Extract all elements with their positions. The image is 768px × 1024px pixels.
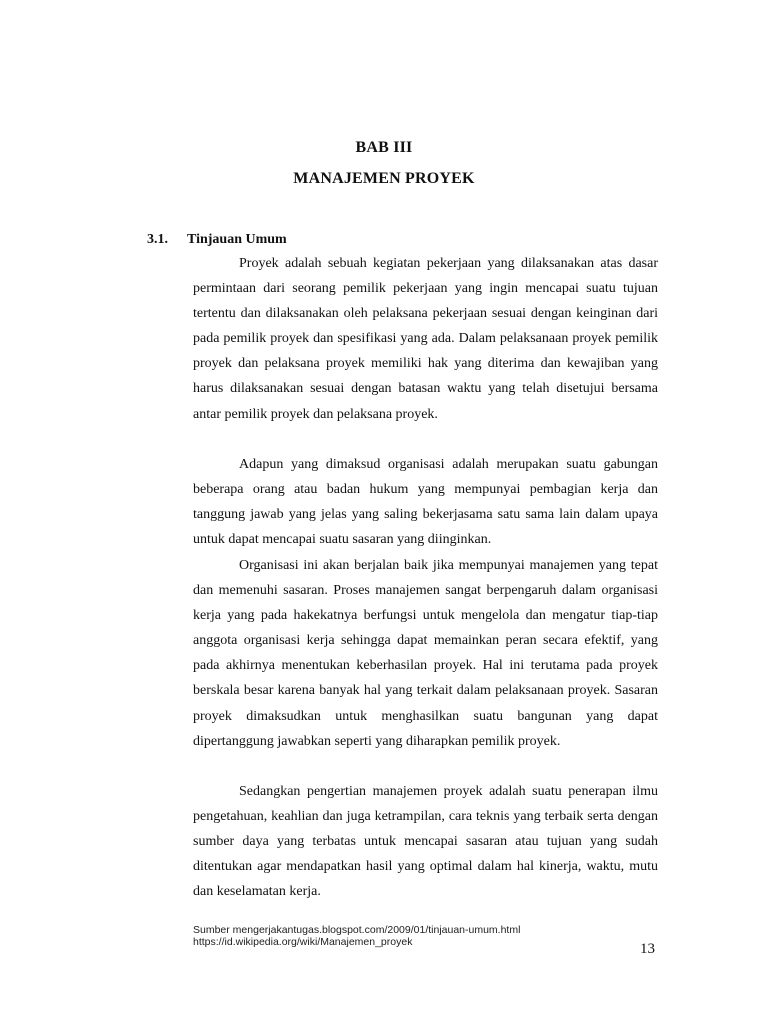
footnote-source-blog: Sumber mengerjakantugas.blogspot.com/2009/01/tinjauan-umum.html [193, 924, 521, 936]
paragraph-3: Organisasi ini akan berjalan baik jika mempunyai manajemen yang tepat dan memenuhi sasaran. Proses manajemen sangat berpengaruh dalam organisasi kerja yang pada hakekatnya berfungsi untuk mengelola dan mengatur tiap-tiap anggota organisasi kerja sehingga dapat memainkan peran secara efektif, yang pada akhirnya menentukan keberhasilan proyek. Hal ini terutama pada proyek berskala besar karena banyak hal yang terkait dalam pelaksanaan proyek. Sasaran proyek dimaksudkan untuk menghasilkan suatu bangunan yang dapat dipertanggung jawabkan seperti yang diharapkan pemilik proyek. [193, 558, 658, 749]
footnote-source-wikipedia: https://id.wikipedia.org/wiki/Manajemen_proyek [193, 936, 413, 948]
page-number: 13 [640, 941, 655, 957]
chapter-title: MANAJEMEN PROYEK [293, 170, 475, 187]
chapter-heading: BAB III [355, 139, 413, 156]
section-title: Tinjauan Umum [187, 232, 287, 247]
section-number: 3.1. [147, 232, 168, 247]
paragraph-2: Adapun yang dimaksud organisasi adalah merupakan suatu gabungan beberapa orang atau badan hukum yang mempunyai pembagian kerja dan tanggung jawab yang jelas yang saling bekerjasama satu sama lain dalam upaya untuk dapat mencapai suatu sasaran yang diinginkan. [193, 457, 658, 548]
paragraph-1: Proyek adalah sebuah kegiatan pekerjaan yang dilaksanakan atas dasar permintaan dari seorang pemilik pekerjaan yang ingin mencapai suatu tujuan tertentu dan dilaksanakan oleh pelaksana pekerjaan sesuai dengan keinginan dari pada pemilik proyek dan spesifikasi yang ada. Dalam pelaksanaan proyek pemilik proyek dan pelaksana proyek memiliki hak yang diterima dan kewajiban yang harus dilaksanakan sesuai dengan batasan waktu yang telah disetujui bersama antar pemilik proyek dan pelaksana proyek. [193, 256, 658, 422]
paragraph-4: Sedangkan pengertian manajemen proyek adalah suatu penerapan ilmu pengetahuan, keahlian dan juga ketrampilan, cara teknis yang terbaik serta dengan sumber daya yang terbatas untuk mencapai sasaran atau tujuan yang sudah ditentukan agar mendapatkan hasil yang optimal dalam hal kinerja, waktu, mutu dan keselamatan kerja. [193, 784, 658, 900]
